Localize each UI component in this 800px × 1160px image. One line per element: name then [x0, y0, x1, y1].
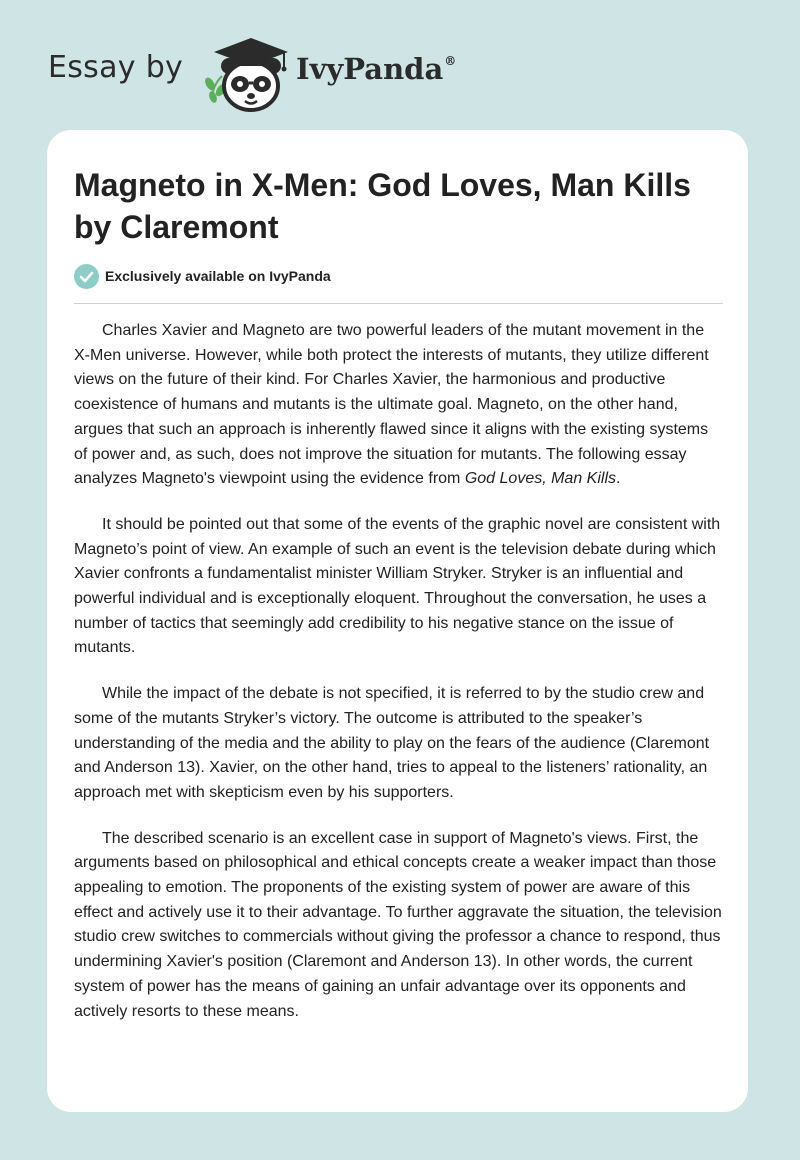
paragraph — [74, 682, 724, 806]
page-title: Magneto in X-Men: God Loves, Man Kills by Claremont — [74, 167, 691, 245]
brand-name-text: IvyPanda — [296, 52, 444, 86]
brand-name[interactable] — [296, 52, 456, 86]
exclusive-badge — [74, 263, 331, 289]
essay-body — [74, 319, 724, 1045]
paragraph-text: While the impact of the debate is not specified, it is referred to by the studio crew and some of the mutants Stryker’s victory. The outcome is attributed to the speaker’s understanding of the media and the ability to play on the fears of the audience (Claremont and Anderson 13). Xavier, on the other hand, tries to appeal to the listeners’ rationality, an approach met with skepticism even by his supporters. — [74, 685, 710, 801]
book-title: God Loves, Man Kills — [464, 470, 617, 488]
essay-card — [47, 130, 748, 1112]
divider — [74, 303, 723, 304]
paragraph-text: Charles Xavier and Magneto are two powerful leaders of the mutant movement in the X-Men universe. However, while both protect the interests of mutants, they utilize different views on the future of their kind. For Charles Xavier, the harmonious and productive coexistence of humans and mutants is the ultimate goal. Magneto, on the other hand, argues that such an approach is inherently flawed since it aligns with the existing systems of power and, as such, does not improve the situation for mutants. The following essay analyzes Magneto's viewpoint using the evidence from — [74, 322, 709, 488]
site-header — [48, 30, 508, 110]
panda-graduate-icon[interactable] — [202, 34, 294, 112]
exclusive-badge-label: Exclusively available on IvyPanda — [105, 268, 331, 284]
paragraph-text: The described scenario is an excellent case in support of Magneto's views. First, the arguments based on philosophical and ethical concepts create a weaker impact than those appealing to emotion. The proponents of the existing system of power are aware of this effect and actively use it to their advantage. To further aggravate the situation, the television studio crew switches to commercials without giving the professor a chance to respond, thus undermining Xavier's position (Claremont and Anderson 13). In other words, the current system of power has the means of gaining an unfair advantage over its opponents and actively resorts to these means. — [74, 829, 722, 1020]
paragraph — [74, 319, 724, 492]
essay-by-label: Essay by — [48, 50, 184, 85]
paragraph — [74, 827, 724, 1025]
check-circle-icon — [74, 264, 99, 289]
paragraph-text: It should be pointed out that some of the events of the graphic novel are consistent with Magneto’s point of view. An example of such an event is the television debate during which Xavier confronts a fundamentalist minister William Stryker. Stryker is an influential and powerful individual and is exceptionally eloquent. Throughout the conversation, he uses a number of tactics that seemingly add credibility to his negative stance on the issue of mutants. — [74, 515, 721, 657]
paragraph-tail: . — [616, 470, 621, 488]
registered-mark: ® — [444, 54, 457, 68]
paragraph — [74, 513, 724, 661]
